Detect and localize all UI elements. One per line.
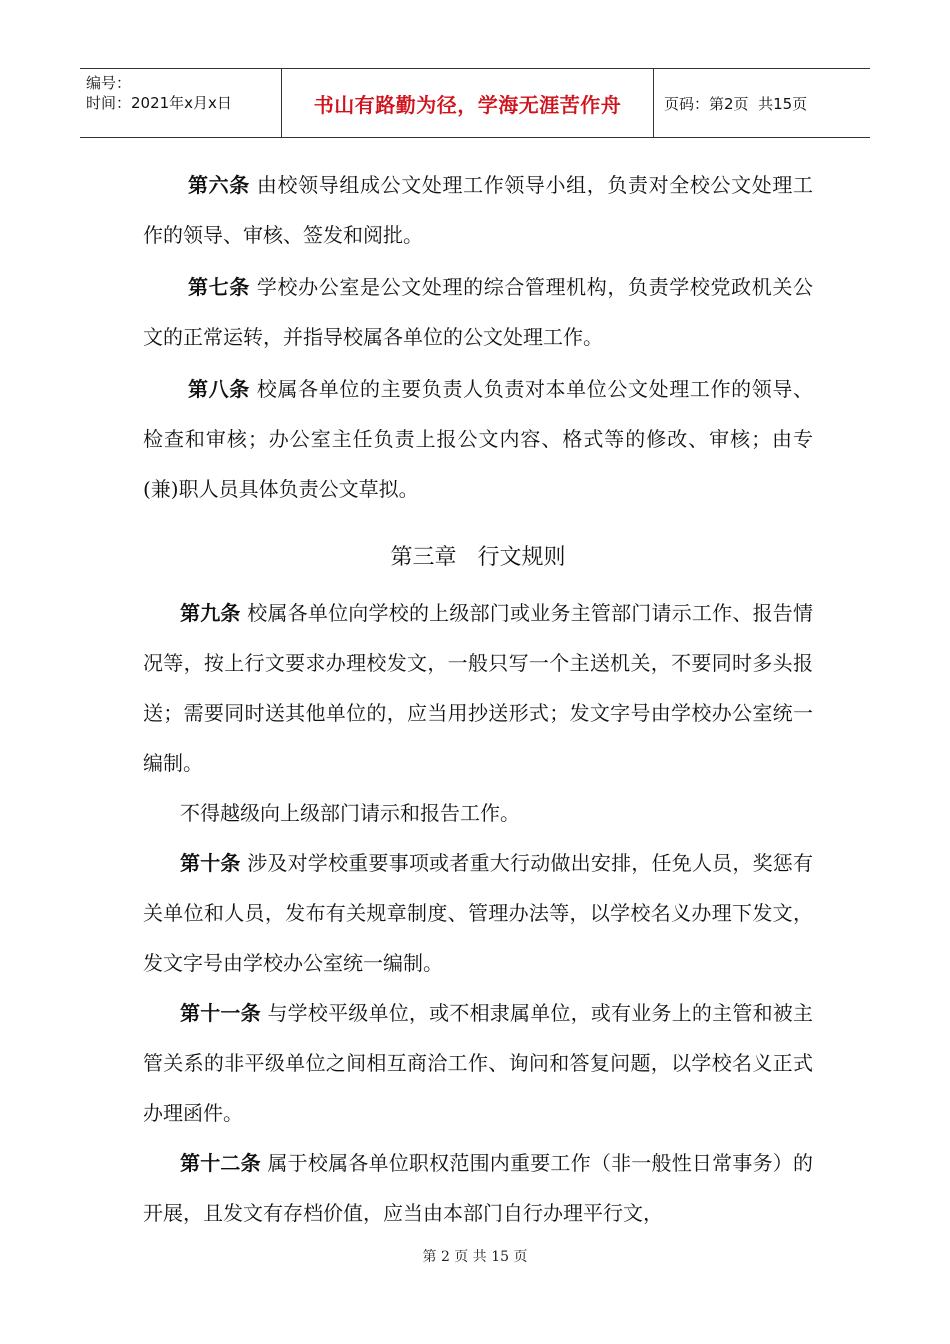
article-lead: 第九条: [180, 601, 241, 625]
header-page-info: [654, 69, 870, 137]
article-text: 学校办公室是公文处理的综合管理机构，负责学校党政机关公文的正常运转，并指导校属各单位的公文处理工作。: [143, 275, 814, 349]
article-text: 涉及对学校重要事项或者重大行动做出安排，任免人员，奖惩有关单位和人员，发布有关规章制度、管理办法等，以学校名义办理下发文，发文字号由学校办公室统一编制。: [143, 851, 814, 975]
article-lead: 第八条: [188, 377, 250, 401]
article-text: 校属各单位的主要负责人负责对本单位公文处理工作的领导、检查和审核；办公室主任负责上报公文内容、格式等的修改、审核；由专(兼)职人员具体负责公文草拟。: [143, 377, 814, 501]
article-lead: 第十一条: [180, 1001, 261, 1025]
document-body: [143, 160, 813, 1238]
article-7: [143, 262, 813, 362]
header-meta: [80, 69, 282, 137]
article-9: [143, 588, 813, 788]
article-12: [143, 1138, 813, 1238]
chapter-title-text: 第三章 行文规则: [390, 545, 566, 570]
article-lead: 第十二条: [180, 1151, 261, 1175]
doc-time-label: 时间：2021年x月x日: [86, 94, 232, 112]
article-lead: 第六条: [188, 173, 250, 197]
article-9-note: [143, 788, 813, 838]
article-8: [143, 364, 813, 514]
article-10: [143, 838, 813, 988]
article-6: [143, 160, 813, 260]
article-text: 由校领导组成公文处理工作领导小组，负责对全校公文处理工作的领导、审核、签发和阅批。: [143, 173, 814, 247]
header-motto: 书山有路勤为径，学海无涯苦作舟: [282, 69, 654, 137]
article-11: [143, 988, 813, 1138]
article-text: 不得越级向上级部门请示和报告工作。: [180, 801, 520, 825]
article-text: 属于校属各单位职权范围内重要工作（非一般性日常事务）的开展，且发文有存档价值，应当由本部门自行办理平行文，: [143, 1151, 814, 1225]
article-text: 校属各单位向学校的上级部门或业务主管部门请示工作、报告情况等，按上行文要求办理校发文，一般只写一个主送机关，不要同时多头报送；需要同时送其他单位的，应当用抄送形式；发文字号由学校办公室统一编制。: [143, 601, 814, 775]
article-lead: 第七条: [188, 275, 250, 299]
page-info-text: 页码：第2页 共15页: [664, 94, 808, 113]
header-table: [80, 68, 870, 138]
doc-number-label: 编号：: [86, 74, 132, 92]
page-footer: 第 2 页 共 15 页: [422, 1249, 528, 1265]
chapter-title: [143, 538, 813, 578]
article-text: 与学校平级单位，或不相隶属单位，或有业务上的主管和被主管关系的非平级单位之间相互商洽工作、询问和答复问题，以学校名义正式办理函件。: [143, 1001, 814, 1125]
article-lead: 第十条: [180, 851, 241, 875]
